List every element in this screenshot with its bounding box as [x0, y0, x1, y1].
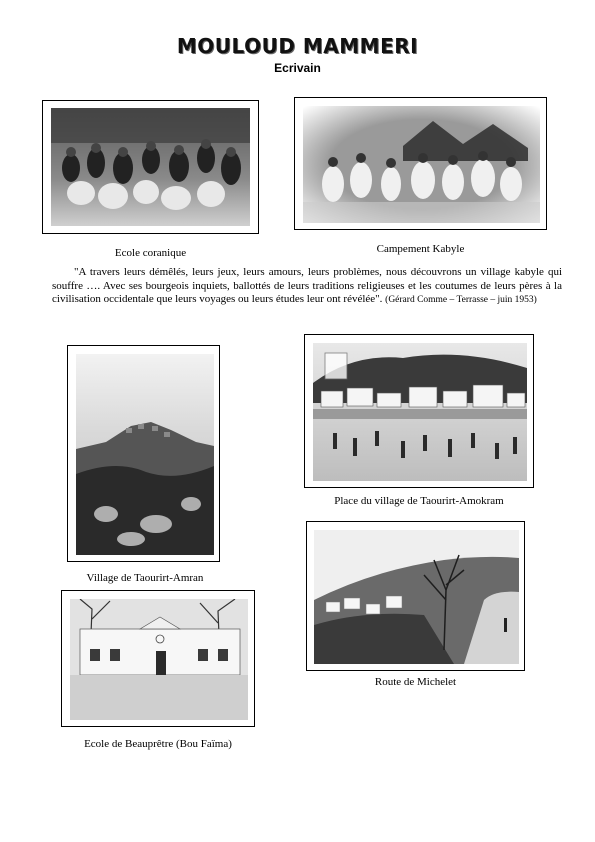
photo-ecole-coranique — [42, 100, 259, 234]
photo-ecole-de-beaupretre — [61, 590, 255, 727]
page-title: MOULOUD MAMMERI — [176, 34, 419, 58]
caption-place-du-village: Place du village de Taourirt-Amokram — [334, 495, 504, 507]
caption-route-de-michelet: Route de Michelet — [374, 676, 457, 688]
photo-place-du-village — [304, 334, 534, 488]
photo-campement-kabyle — [294, 97, 547, 230]
caption-ecole-de-beaupretre: Ecole de Beauprêtre (Bou Faïma) — [84, 738, 232, 750]
quote-text: "A travers leurs démêlés, leurs jeux, leurs amours, leurs problèmes, nous découvrons un village kabyle qui souffre …. Avec ses bourgeois inquiets, ballottés de leurs traditions religieuses et les coutumes de leurs pères à la civilisation occidentale que leurs voyages ou leurs études leur ont révélée". — [52, 266, 562, 305]
caption-village-taourirt-amran: Village de Taourirt-Amran — [86, 572, 204, 584]
caption-ecole-coranique: Ecole coranique — [114, 247, 187, 259]
photo-route-de-michelet — [306, 521, 525, 671]
photo-village-taourirt-amran — [67, 345, 220, 562]
quote-paragraph — [52, 266, 562, 308]
caption-campement-kabyle: Campement Kabyle — [376, 243, 465, 255]
quote-source: (Gérard Comme – Terrasse – juin 1953) — [385, 295, 537, 305]
page-subtitle: Ecrivain — [274, 61, 321, 75]
